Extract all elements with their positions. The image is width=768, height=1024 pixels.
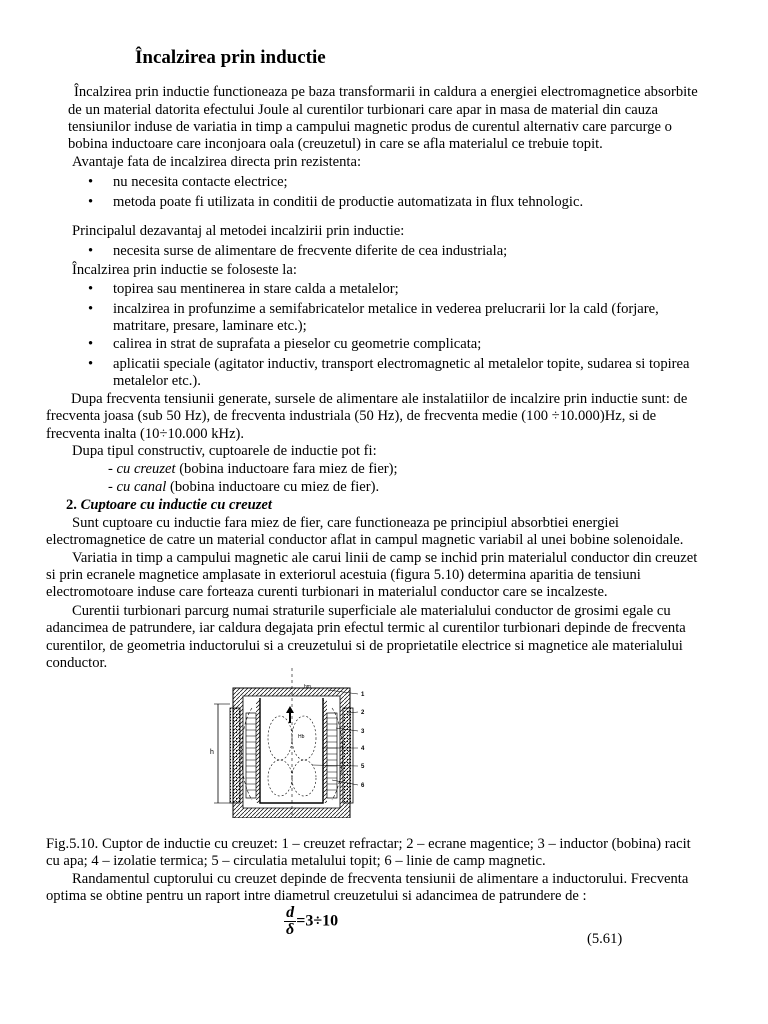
list-item-cont: matritare, presare, laminare etc.); <box>113 318 307 334</box>
type-name: cu creuzet <box>116 461 176 477</box>
intro-line: bobina inductoare care inconjoara oala (creuzetul) in care se afla materialul ce trebuie topit. <box>68 136 603 152</box>
type-item: - cu creuzet (bobina inductoare fara miez de fier); <box>108 461 398 477</box>
bullet: • <box>88 194 94 210</box>
bullet: • <box>88 301 94 317</box>
list-item: calirea in strat de suprafata a pieselor cu geometrie complicata; <box>113 336 482 352</box>
bullet: • <box>88 243 94 259</box>
bullet: • <box>88 174 94 190</box>
formula-rhs: =3÷10 <box>296 912 339 930</box>
hb-label: Hb <box>298 734 305 740</box>
list-item: nu necesita contacte electrice; <box>113 174 288 190</box>
intro-line: tensiunilor induse de variatia in timp a campului magnetic produs de curentul alternativ care parcurge o <box>68 119 672 135</box>
disadvantage-heading: Principalul dezavantaj al metodei incalzirii prin inductie: <box>72 223 405 239</box>
para-line: electromagnetice de catre un material conductor aflat in campul magnetic variabil al unei bobine solenoidale. <box>46 532 684 548</box>
para-line: adancimea de patrundere, iar caldura degajata prin efectul termic al curentilor turbionari depinde de frecventa <box>46 620 686 636</box>
freq-line: Dupa frecventa tensiunii generate, sursele de alimentare ale instalatiilor de incalzire prin inductie sunt: de <box>71 391 688 407</box>
para-line: conductor. <box>46 655 108 671</box>
figure-label: 3 <box>361 729 365 735</box>
formula-numerator: d <box>286 904 295 921</box>
para-line: si prin ecranele magnetice amplasate in exteriorul acestuia (figura 5.10) determina aparitia de tensiuni <box>46 567 641 583</box>
intro-line: de un material datorita efectului Joule al curentilor turbionari care apar in masa de material din cauza <box>68 102 658 118</box>
freq-line: frecventa joasa (sub 50 Hz), de frecventa industriala (50 Hz), de frecventa medie (100 ÷10.000)Hz, si de <box>46 408 657 424</box>
para-line: Variatia in timp a campului magnetic ale carui linii de camp se inchid prin materialul conductor din creuzet <box>72 550 698 566</box>
para-line: Sunt cuptoare cu inductie fara miez de fier, care functioneaza pe principiul absorbtiei energiei <box>72 515 619 531</box>
figure-label: 5 <box>361 764 365 770</box>
bullet: • <box>88 356 94 372</box>
para-line: Curentii turbionari parcurg numai straturile superficiale ale materialului conductor de grosimi egale cu <box>72 603 671 619</box>
section-heading: 2. Cuptoare cu inductie cu creuzet <box>66 497 272 513</box>
page-title: Încalzirea prin inductie <box>135 47 326 68</box>
type-item: - cu canal (bobina inductoare cu miez de fier). <box>108 479 380 495</box>
types-heading: Dupa tipul constructiv, cuptoarele de inductie pot fi: <box>72 443 377 459</box>
hm-label: hm <box>304 684 311 690</box>
h-label: h <box>210 749 214 756</box>
formula <box>284 905 338 938</box>
formula-denominator: δ <box>286 921 295 938</box>
advantages-heading: Avantaje fata de incalzirea directa prin rezistenta: <box>72 154 362 170</box>
para-line: curentilor, de geometria inductorului si a creuzetului si de proprietatile electrice si magnetice ale materialului <box>46 638 683 654</box>
figure-label: 4 <box>361 746 365 752</box>
intro-line: Încalzirea prin inductie functioneaza pe baza transformarii in caldura a energiei electromagnetice absorbite <box>74 84 698 100</box>
list-item: necesita surse de alimentare de frecvente diferite de cea industriala; <box>113 243 508 259</box>
list-item: metoda poate fi utilizata in conditii de productie automatizata in flux tehnologic. <box>113 194 584 210</box>
bullet: • <box>88 281 94 297</box>
figure-label: 1 <box>361 692 365 698</box>
crucible-furnace-figure <box>208 668 378 818</box>
para-line: Randamentul cuptorului cu creuzet depinde de frecventa tensiunii de alimentare a inductorului. Frecventa <box>72 871 689 887</box>
bullet: • <box>88 336 94 352</box>
type-name: cu canal <box>116 479 167 495</box>
para-line: optima se obtine pentru un raport intre diametrul creuzetului si adancimea de patrundere de : <box>46 888 587 904</box>
list-item: incalzirea in profunzime a semifabricatelor metalice in vederea prelucrarii lor la cald (forjare, <box>113 301 659 317</box>
equation-number: (5.61) <box>587 931 623 947</box>
list-item: topirea sau mentinerea in stare calda a metalelor; <box>113 281 399 297</box>
uses-heading: Încalzirea prin inductie se foloseste la: <box>72 262 297 278</box>
para-line: electromotoare induse care forteaza curenti turbionari in materialul conductor care se incalzeste. <box>46 584 608 600</box>
figure-label: 6 <box>361 783 365 789</box>
list-item: aplicatii speciale (agitator inductiv, transport electromagnetic al metalelor topite, sudarea si topirea <box>113 356 690 372</box>
figure-label: 2 <box>361 710 365 716</box>
figure-caption: Fig.5.10. Cuptor de inductie cu creuzet: 1 – creuzet refractar; 2 – ecrane magentice; 3 – inductor (bobina) racit <box>46 836 691 852</box>
list-item-cont: metalelor etc.). <box>113 373 201 389</box>
freq-line: frecventa inalta (10÷10.000 kHz). <box>46 426 245 442</box>
figure-caption: cu apa; 4 – izolatie termica; 5 – circulatia metalului topit; 6 – linie de camp magnetic. <box>46 853 546 869</box>
